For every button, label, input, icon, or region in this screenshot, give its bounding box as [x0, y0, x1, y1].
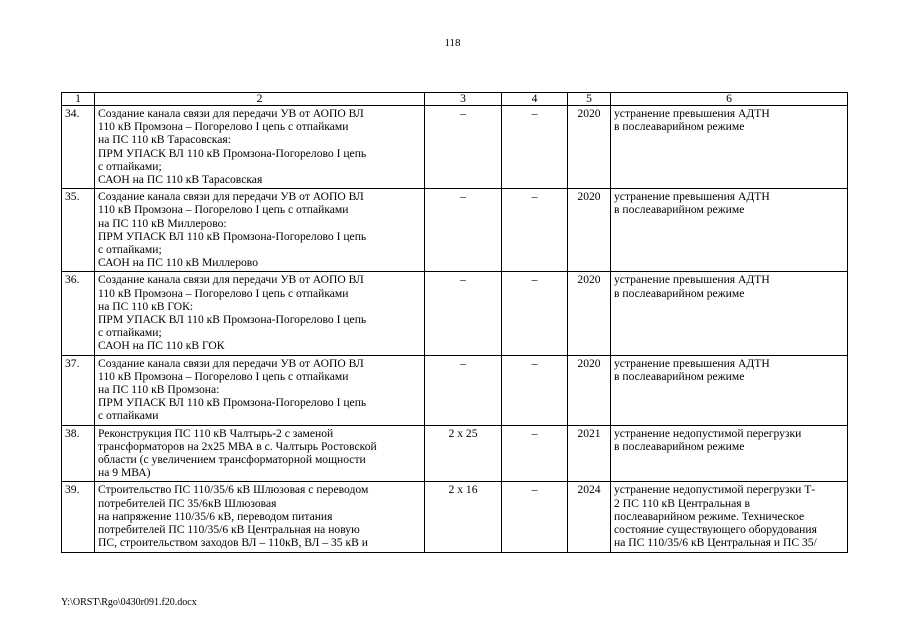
project-description [95, 355, 425, 425]
row-number: 38. [62, 425, 95, 482]
column-4-cell: – [502, 482, 568, 552]
description-line: ПС, строительством заходов ВЛ – 110кВ, ВЛ – 35 кВ и [98, 536, 368, 550]
description-line: с отпайками; [98, 159, 162, 173]
description-line: Создание канала связи для передачи УВ от АОПО ВЛ [98, 190, 364, 204]
capacity-cell: – [425, 355, 502, 425]
project-description [95, 106, 425, 189]
description-line: САОН на ПС 110 кВ ГОК [98, 339, 225, 353]
description-line: области (с увеличением трансформаторной мощности [98, 453, 366, 467]
description-line: с отпайками; [98, 326, 162, 340]
description-line: потребителей ПС 110/35/6 кВ Центральная на новую [98, 523, 360, 537]
description-line: с отпайками [98, 409, 159, 423]
purpose-line: устранение недопустимой перегрузки Т- [614, 483, 816, 497]
header-cell-5: 5 [568, 93, 611, 106]
header-row [62, 93, 848, 106]
column-4-cell: – [502, 425, 568, 482]
purpose-line: на ПС 110/35/6 кВ Центральная и ПС 35/ [614, 536, 817, 550]
page-number: 118 [444, 37, 461, 49]
table-row [62, 106, 848, 189]
description-line: 110 кВ Промзона – Погорелово I цепь с отпайками [98, 203, 349, 217]
column-4-cell: – [502, 106, 568, 189]
capacity-cell: – [425, 272, 502, 355]
description-line: 110 кВ Промзона – Погорелово I цепь с отпайками [98, 369, 349, 383]
description-line: ПРМ УПАСК ВЛ 110 кВ Промзона-Погорелово I цепь [98, 146, 367, 160]
capacity-cell: 2 х 16 [425, 482, 502, 552]
year-cell: 2021 [568, 425, 611, 482]
description-line: Создание канала связи для передачи УВ от АОПО ВЛ [98, 273, 364, 287]
purpose-line: в послеаварийном режиме [614, 369, 745, 383]
description-line: трансформаторов на 2х25 МВА в с. Чалтырь Ростовской [98, 439, 377, 453]
description-line: Реконструкция ПС 110 кВ Чалтырь-2 с заменой [98, 426, 334, 440]
purpose-line: устранение недопустимой перегрузки [614, 426, 802, 440]
row-number: 37. [62, 355, 95, 425]
column-4-cell: – [502, 272, 568, 355]
project-description [95, 482, 425, 552]
purpose-line: в послеаварийном режиме [614, 203, 745, 217]
purpose-cell [611, 272, 848, 355]
project-description [95, 272, 425, 355]
project-description [95, 425, 425, 482]
purpose-line: в послеаварийном режиме [614, 439, 745, 453]
description-line: САОН на ПС 110 кВ Миллерово [98, 256, 258, 270]
header-cell-1: 1 [62, 93, 95, 106]
description-line: САОН на ПС 110 кВ Тарасовская [98, 173, 263, 187]
year-cell: 2020 [568, 189, 611, 272]
file-path-footer: Y:\ORST\Rgo\0430r091.f20.docx [61, 597, 197, 608]
description-line: на ПС 110 кВ ГОК: [98, 299, 194, 313]
description-line: на ПС 110 кВ Тарасовская: [98, 133, 231, 147]
row-number: 35. [62, 189, 95, 272]
description-line: на 9 МВА) [98, 466, 151, 480]
description-line: 110 кВ Промзона – Погорелово I цепь с отпайками [98, 120, 349, 134]
capacity-cell: – [425, 106, 502, 189]
projects-table [61, 92, 848, 553]
purpose-line: устранение превышения АДТН [614, 190, 770, 204]
table-row [62, 189, 848, 272]
purpose-cell [611, 189, 848, 272]
purpose-line: состояние существующего оборудования [614, 523, 817, 537]
row-number: 34. [62, 106, 95, 189]
description-line: Создание канала связи для передачи УВ от АОПО ВЛ [98, 356, 364, 370]
header-cell-6: 6 [611, 93, 848, 106]
description-line: с отпайками; [98, 243, 162, 257]
purpose-cell [611, 106, 848, 189]
table-body [62, 93, 848, 553]
description-line: Создание канала связи для передачи УВ от АОПО ВЛ [98, 107, 364, 120]
description-line: потребителей ПС 35/6кВ Шлюзовая [98, 496, 277, 510]
header-cell-2: 2 [95, 93, 425, 106]
description-line: ПРМ УПАСК ВЛ 110 кВ Промзона-Погорелово I цепь [98, 396, 367, 410]
row-number: 36. [62, 272, 95, 355]
capacity-cell: 2 х 25 [425, 425, 502, 482]
purpose-cell [611, 355, 848, 425]
year-cell: 2020 [568, 355, 611, 425]
purpose-line: 2 ПС 110 кВ Центральная в [614, 496, 750, 510]
column-4-cell: – [502, 355, 568, 425]
purpose-line: в послеаварийном режиме [614, 286, 745, 300]
purpose-line: устранение превышения АДТН [614, 273, 770, 287]
purpose-cell [611, 425, 848, 482]
description-line: на ПС 110 кВ Миллерово: [98, 216, 227, 230]
header-cell-4: 4 [502, 93, 568, 106]
column-4-cell: – [502, 189, 568, 272]
year-cell: 2024 [568, 482, 611, 552]
table-row [62, 272, 848, 355]
year-cell: 2020 [568, 272, 611, 355]
purpose-line: послеаварийном режиме. Техническое [614, 509, 805, 523]
description-line: на напряжение 110/35/6 кВ, переводом питания [98, 509, 333, 523]
purpose-cell [611, 482, 848, 552]
description-line: на ПС 110 кВ Промзона: [98, 383, 220, 397]
purpose-line: устранение превышения АДТН [614, 107, 770, 120]
project-description [95, 189, 425, 272]
table-row [62, 355, 848, 425]
description-line: ПРМ УПАСК ВЛ 110 кВ Промзона-Погорелово I цепь [98, 229, 367, 243]
description-line: ПРМ УПАСК ВЛ 110 кВ Промзона-Погорелово I цепь [98, 313, 367, 327]
header-cell-3: 3 [425, 93, 502, 106]
capacity-cell: – [425, 189, 502, 272]
description-line: 110 кВ Промзона – Погорелово I цепь с отпайками [98, 286, 349, 300]
row-number: 39. [62, 482, 95, 552]
table-row [62, 425, 848, 482]
table-row [62, 482, 848, 552]
purpose-line: устранение превышения АДТН [614, 356, 770, 370]
year-cell: 2020 [568, 106, 611, 189]
purpose-line: в послеаварийном режиме [614, 120, 745, 134]
description-line: Строительство ПС 110/35/6 кВ Шлюзовая с переводом [98, 483, 369, 497]
